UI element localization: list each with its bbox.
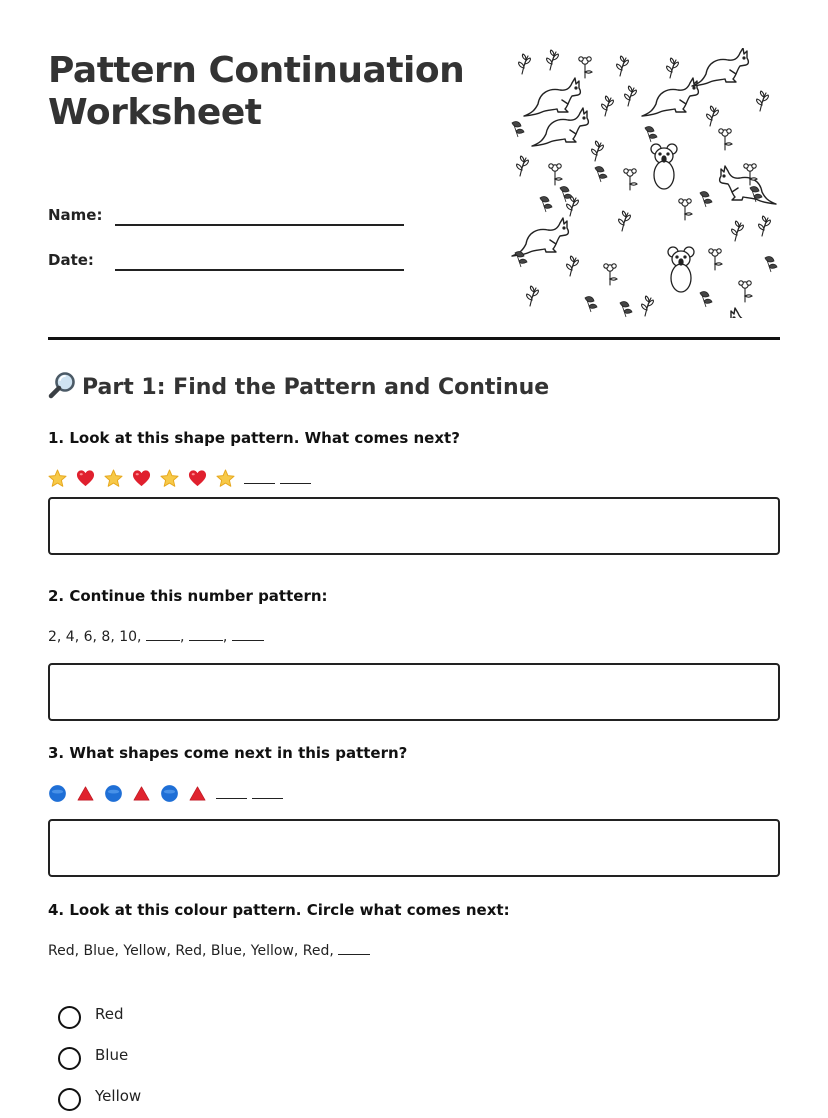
fill-blank — [244, 469, 275, 484]
heart-icon — [188, 469, 207, 488]
worksheet-title: Pattern Continuation Worksheet — [48, 50, 465, 133]
option-label: Blue — [95, 1046, 129, 1064]
blue-circle-icon — [48, 784, 67, 803]
date-field — [48, 241, 408, 271]
blue-circle-icon — [104, 784, 123, 803]
part1-title-text: Part 1: Find the Pattern and Continue — [82, 375, 550, 400]
answer-box-2[interactable] — [48, 663, 780, 721]
fill-blank — [232, 626, 264, 641]
illustration-kangaroos — [512, 48, 780, 318]
question-3-sequence — [48, 784, 283, 806]
star-icon — [48, 469, 67, 488]
kangaroo-pattern-illustration — [510, 48, 780, 318]
fill-blank — [338, 940, 370, 955]
radio-circle[interactable] — [58, 1088, 81, 1111]
radio-circle[interactable] — [58, 1006, 81, 1029]
fill-blank — [146, 626, 180, 641]
question-3 — [48, 744, 780, 878]
question-1-sequence — [48, 469, 311, 491]
option-blue[interactable] — [58, 1043, 358, 1071]
illustration-koalas — [651, 144, 694, 292]
fill-blank — [280, 469, 311, 484]
red-triangle-icon — [188, 784, 207, 803]
option-label: Red — [95, 1005, 124, 1023]
answer-box-1[interactable] — [48, 497, 780, 555]
option-yellow[interactable] — [58, 1084, 358, 1112]
blue-circle-icon — [160, 784, 179, 803]
header-divider — [48, 337, 780, 340]
separator: , — [222, 629, 228, 645]
fill-blank — [252, 784, 283, 799]
date-line[interactable] — [115, 269, 404, 271]
question-3-text: 3. What shapes come next in this pattern? — [48, 744, 408, 762]
star-icon — [216, 469, 235, 488]
colour-sequence: Red, Blue, Yellow, Red, Blue, Yellow, Red, — [48, 943, 334, 959]
question-4-text: 4. Look at this colour pattern. Circle what comes next: — [48, 901, 510, 919]
heart-icon — [76, 469, 95, 488]
fill-blank — [189, 626, 223, 641]
kangaroo-pattern-svg — [510, 48, 780, 318]
red-triangle-icon — [132, 784, 151, 803]
question-2-sequence — [48, 626, 264, 648]
heart-icon — [132, 469, 151, 488]
question-4 — [48, 901, 780, 981]
separator: , — [179, 629, 185, 645]
part1-title — [48, 371, 549, 400]
question-1 — [48, 429, 780, 563]
fill-blank — [216, 784, 247, 799]
option-red[interactable] — [58, 1002, 358, 1030]
question-1-text: 1. Look at this shape pattern. What comes next? — [48, 429, 460, 447]
radio-circle[interactable] — [58, 1047, 81, 1070]
name-label: Name: — [48, 206, 103, 224]
question-2-text: 2. Continue this number pattern: — [48, 587, 328, 605]
date-label: Date: — [48, 251, 94, 269]
star-icon — [160, 469, 179, 488]
name-field — [48, 196, 408, 226]
question-2 — [48, 587, 780, 721]
star-icon — [104, 469, 123, 488]
worksheet-header — [48, 48, 780, 318]
red-triangle-icon — [76, 784, 95, 803]
name-line[interactable] — [115, 224, 404, 226]
number-sequence: 2, 4, 6, 8, 10, — [48, 629, 142, 645]
magnifier-icon — [48, 371, 78, 399]
answer-box-3[interactable] — [48, 819, 780, 877]
option-label: Yellow — [95, 1087, 142, 1105]
question-4-sequence — [48, 940, 370, 962]
